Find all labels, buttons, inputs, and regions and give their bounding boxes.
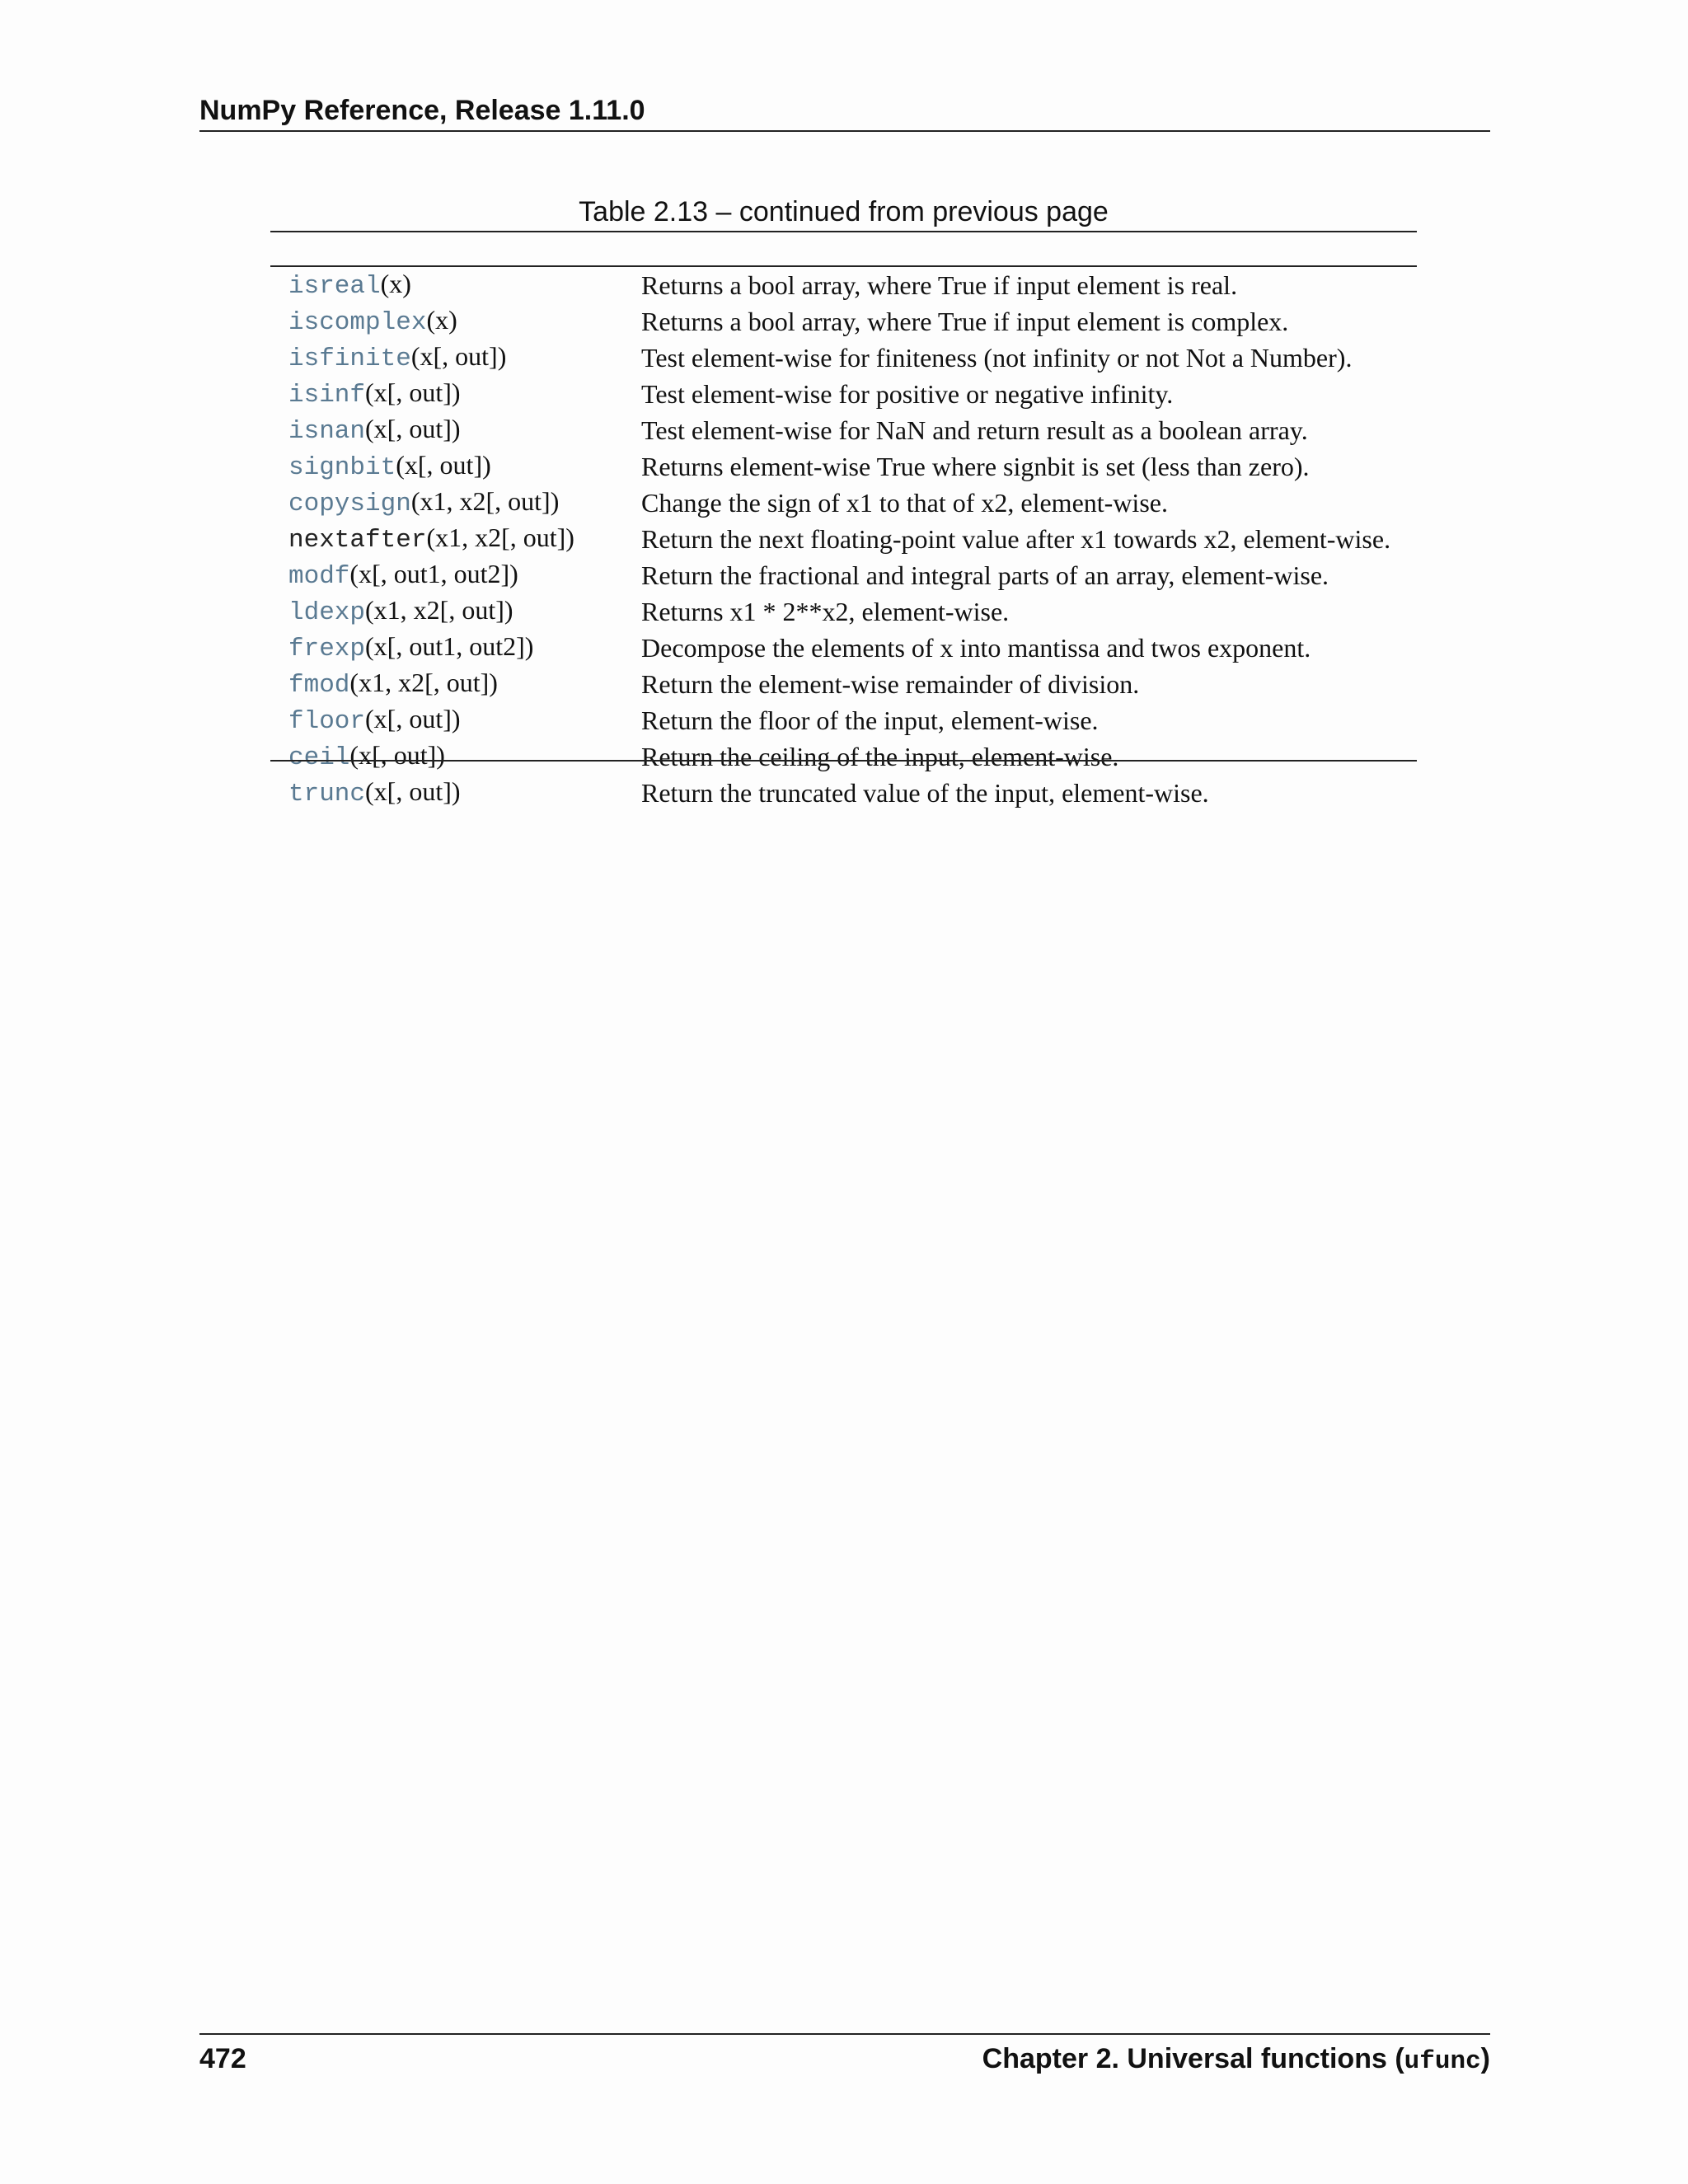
function-signature-cell [270,303,641,340]
function-link[interactable]: floor [288,707,366,736]
function-description: Return the element-wise remainder of division. [641,669,1140,699]
table-row [270,666,1417,702]
function-link[interactable]: ldexp [288,598,366,627]
function-link[interactable]: modf [288,562,350,591]
function-link[interactable]: isreal [288,272,381,301]
function-arguments: (x1, x2[, out]) [365,595,513,625]
table-row [270,702,1417,738]
function-arguments: (x) [426,305,457,335]
table-row [270,412,1417,448]
function-signature-cell [270,376,641,412]
function-arguments: (x1, x2[, out]) [410,486,560,516]
table-row [270,630,1417,666]
function-description: Return the truncated value of the input, element-wise. [641,778,1209,808]
page-footer [199,2041,1490,2079]
table-row [270,485,1417,521]
function-signature-cell [270,630,641,666]
function-description: Test element-wise for NaN and return result as a boolean array. [641,415,1308,445]
function-description: Returns a bool array, where True if input element is complex. [641,307,1289,336]
function-arguments: (x[, out]) [365,377,461,407]
table-row [270,521,1417,557]
function-signature-cell [270,775,641,811]
function-description: Returns a bool array, where True if input element is real. [641,270,1238,300]
function-arguments: (x[, out]) [410,341,507,371]
function-link[interactable]: signbit [288,453,396,482]
function-signature-cell [270,666,641,702]
function-signature-cell [270,738,641,775]
function-table [270,267,1417,811]
function-signature-cell [270,521,641,557]
table-row [270,738,1417,775]
function-link[interactable]: ceil [288,743,350,772]
function-arguments: (x1, x2[, out]) [426,523,574,552]
function-arguments: (x[, out]) [365,704,461,733]
function-description: Return the next floating-point value after x1 towards x2, element-wise. [641,524,1391,554]
function-description: Test element-wise for finiteness (not infinity or not Not a Number). [641,343,1353,373]
function-signature-cell [270,412,641,448]
footer-rule [199,2033,1490,2035]
function-description: Return the fractional and integral parts of an array, element-wise. [641,560,1329,590]
table-row [270,448,1417,485]
running-header [199,92,1490,132]
header-title: NumPy Reference, Release 1.11.0 [199,95,645,126]
chapter-title-suffix: ) [1480,2043,1490,2074]
function-link[interactable]: trunc [288,780,366,808]
table-row [270,267,1417,303]
function-arguments: (x[, out1, out2]) [349,559,518,588]
function-table-body [270,267,1417,811]
function-link[interactable]: frexp [288,635,366,663]
function-description: Return the floor of the input, element-wise. [641,705,1099,735]
table-row [270,775,1417,811]
function-description: Decompose the elements of x into mantissa and twos exponent. [641,633,1311,663]
function-description: Returns x1 * 2**x2, element-wise. [641,597,1010,626]
function-link[interactable]: iscomplex [288,308,427,337]
table-row [270,557,1417,593]
function-link[interactable]: isinf [288,381,366,410]
function-signature-cell [270,702,641,738]
function-signature-cell [270,267,641,303]
table-bottom-rule [270,760,1417,762]
chapter-title [982,2041,1490,2080]
function-arguments: (x) [380,269,411,298]
function-arguments: (x1, x2[, out]) [349,668,498,697]
function-link[interactable]: isnan [288,417,366,446]
function-arguments: (x[, out]) [365,776,461,806]
function-signature-cell [270,485,641,521]
function-signature-cell [270,448,641,485]
table-row [270,340,1417,376]
table-row [270,593,1417,630]
function-link[interactable]: copysign [288,490,411,518]
function-arguments: (x[, out]) [365,414,461,443]
function-signature-cell [270,593,641,630]
function-arguments: (x[, out]) [349,740,445,770]
table-row [270,303,1417,340]
table-row [270,376,1417,412]
table-caption: Table 2.13 – continued from previous page [579,196,1109,227]
chapter-title-prefix: Chapter 2. Universal functions ( [982,2043,1404,2074]
function-description: Return the ceiling of the input, element-wise. [641,742,1119,771]
function-description: Returns element-wise True where signbit is set (less than zero). [641,452,1310,481]
function-arguments: (x[, out]) [396,450,491,480]
function-signature-cell [270,557,641,593]
function-link[interactable]: isfinite [288,344,411,373]
caption-rule [270,231,1417,232]
function-signature-cell [270,340,641,376]
function-link[interactable]: fmod [288,671,350,700]
function-description: Change the sign of x1 to that of x2, element-wise. [641,488,1168,518]
function-arguments: (x[, out1, out2]) [365,631,534,661]
page-number: 472 [199,2043,246,2074]
function-description: Test element-wise for positive or negative infinity. [641,379,1174,409]
function-name: nextafter [288,526,427,555]
chapter-title-code: ufunc [1404,2047,1481,2076]
